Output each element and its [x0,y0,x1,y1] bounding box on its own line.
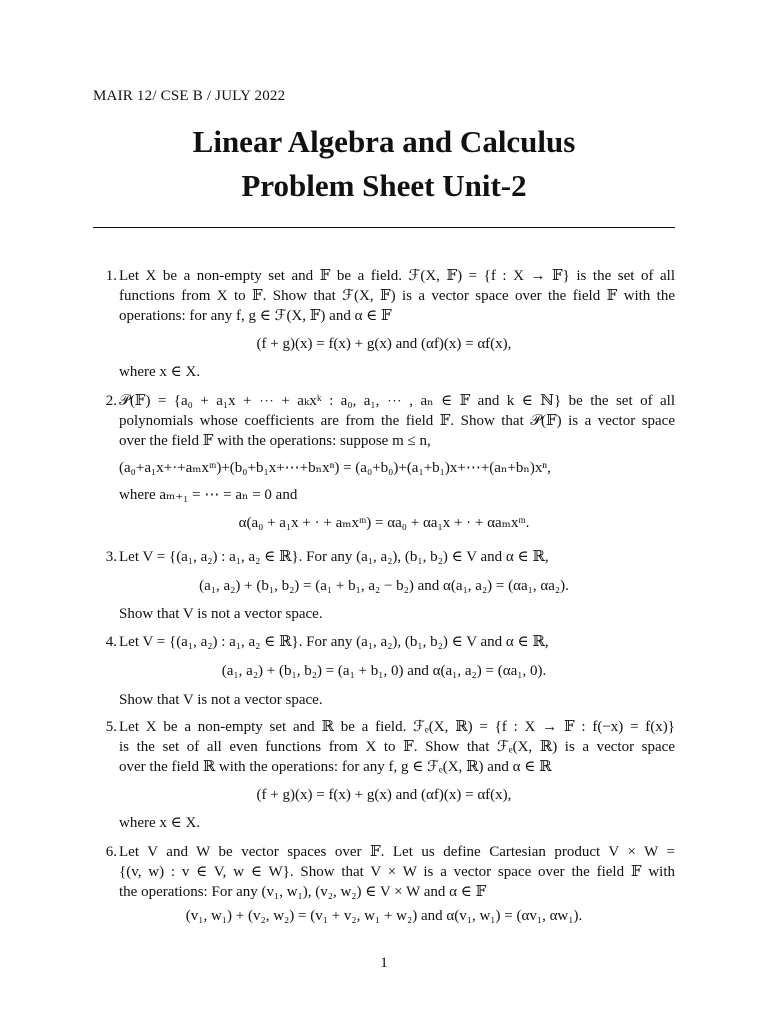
problem-equation: (v₁, w₁) + (v₂, w₂) = (v₁ + v₂, w₁ + w₂) and α(v₁, w₁) = (αv₁, αw₁). [185,908,583,924]
problem-text-line: the operations: For any (v₁, w₁), (v₂, w₂) ∈ V × W and α ∈ 𝔽 [119,884,487,900]
problem-text-line: Let V = {(a₁, a₂) : a₁, a₂ ∈ ℝ}. For any (a₁, a₂), (b₁, b₂) ∈ V and α ∈ ℝ, [119,634,549,650]
problem-text-line: Show that V is not a vector space. [119,606,323,622]
problem-text-line: over the field ℝ with the operations: for any f, g ∈ ℱₑ(X, ℝ) and α ∈ ℝ [119,759,552,775]
page-number: 1 [380,955,388,971]
problem-text-line: 𝒫(𝔽) = {a₀ + a₁x + ⋯ + aₖxᵏ : a₀, a₁, ⋯ , aₙ ∈ 𝔽 and k ∈ ℕ} be the set of all [119,393,675,409]
problem-text-line: Show that V is not a vector space. [119,692,323,708]
problem-text-line: Let V and W be vector spaces over 𝔽. Let us define Cartesian product V × W = [119,844,675,860]
problem-number: 6. [105,844,117,860]
problem-number: 3. [105,549,117,565]
problem-text-line: where aₘ₊₁ = ⋯ = aₙ = 0 and [119,487,298,503]
problem-text-line: functions from X to 𝔽. Show that ℱ(X, 𝔽) is a vector space over the field 𝔽 with the [119,288,675,304]
problem-text-line: where x ∈ X. [119,364,201,380]
problem-equation: α(a₀ + a₁x + · + aₘxᵐ) = αa₀ + αa₁x + · + αaₘxᵐ. [238,515,530,531]
problem-text-line: {(v, w) : v ∈ V, w ∈ W}. Show that V × W is a vector space over the field 𝔽 with [119,864,675,880]
problem-equation: (a₀+a₁x+·+aₘxᵐ)+(b₀+b₁x+⋯+bₙxⁿ) = (a₀+b₀)+(a₁+b₁)x+⋯+(aₙ+bₙ)xⁿ, [119,460,551,476]
problem-text-line: polynomials whose coefficients are from the field 𝔽. Show that 𝒫(𝔽) is a vector space [119,413,675,429]
problem-text-line: Let V = {(a₁, a₂) : a₁, a₂ ∈ ℝ}. For any (a₁, a₂), (b₁, b₂) ∈ V and α ∈ ℝ, [119,549,549,565]
problem-text-line: Let X be a non-empty set and 𝔽 be a field. ℱ(X, 𝔽) = {f : X → 𝔽} is the set of all [119,268,675,284]
problem-number: 5. [105,719,117,735]
problem-text-line: is the set of all even functions from X to 𝔽. Show that ℱₑ(X, ℝ) is a vector space [119,739,675,755]
title-line-2: Problem Sheet Unit-2 [241,168,527,203]
problem-text-line: operations: for any f, g ∈ ℱ(X, 𝔽) and α ∈ 𝔽 [119,308,392,324]
problem-number: 2. [105,393,117,409]
problem-equation: (f + g)(x) = f(x) + g(x) and (αf)(x) = αf(x), [256,336,512,352]
course-header: MAIR 12/ CSE B / JULY 2022 [93,88,286,104]
problem-number: 1. [105,268,117,284]
problem-equation: (a₁, a₂) + (b₁, b₂) = (a₁ + b₁, 0) and α(a₁, a₂) = (αa₁, 0). [221,663,547,679]
problem-equation: (a₁, a₂) + (b₁, b₂) = (a₁ + b₁, a₂ − b₂) and α(a₁, a₂) = (αa₁, αa₂). [199,578,569,594]
title-line-1: Linear Algebra and Calculus [192,124,576,159]
problem-text-line: Let X be a non-empty set and ℝ be a field. ℱₑ(X, ℝ) = {f : X → 𝔽 : f(−x) = f(x)} [119,719,675,735]
problem-text-line: where x ∈ X. [119,815,201,831]
problem-text-line: over the field 𝔽 with the operations: suppose m ≤ n, [119,433,431,449]
problem-number: 4. [105,634,117,650]
problem-equation: (f + g)(x) = f(x) + g(x) and (αf)(x) = αf(x), [256,787,512,803]
